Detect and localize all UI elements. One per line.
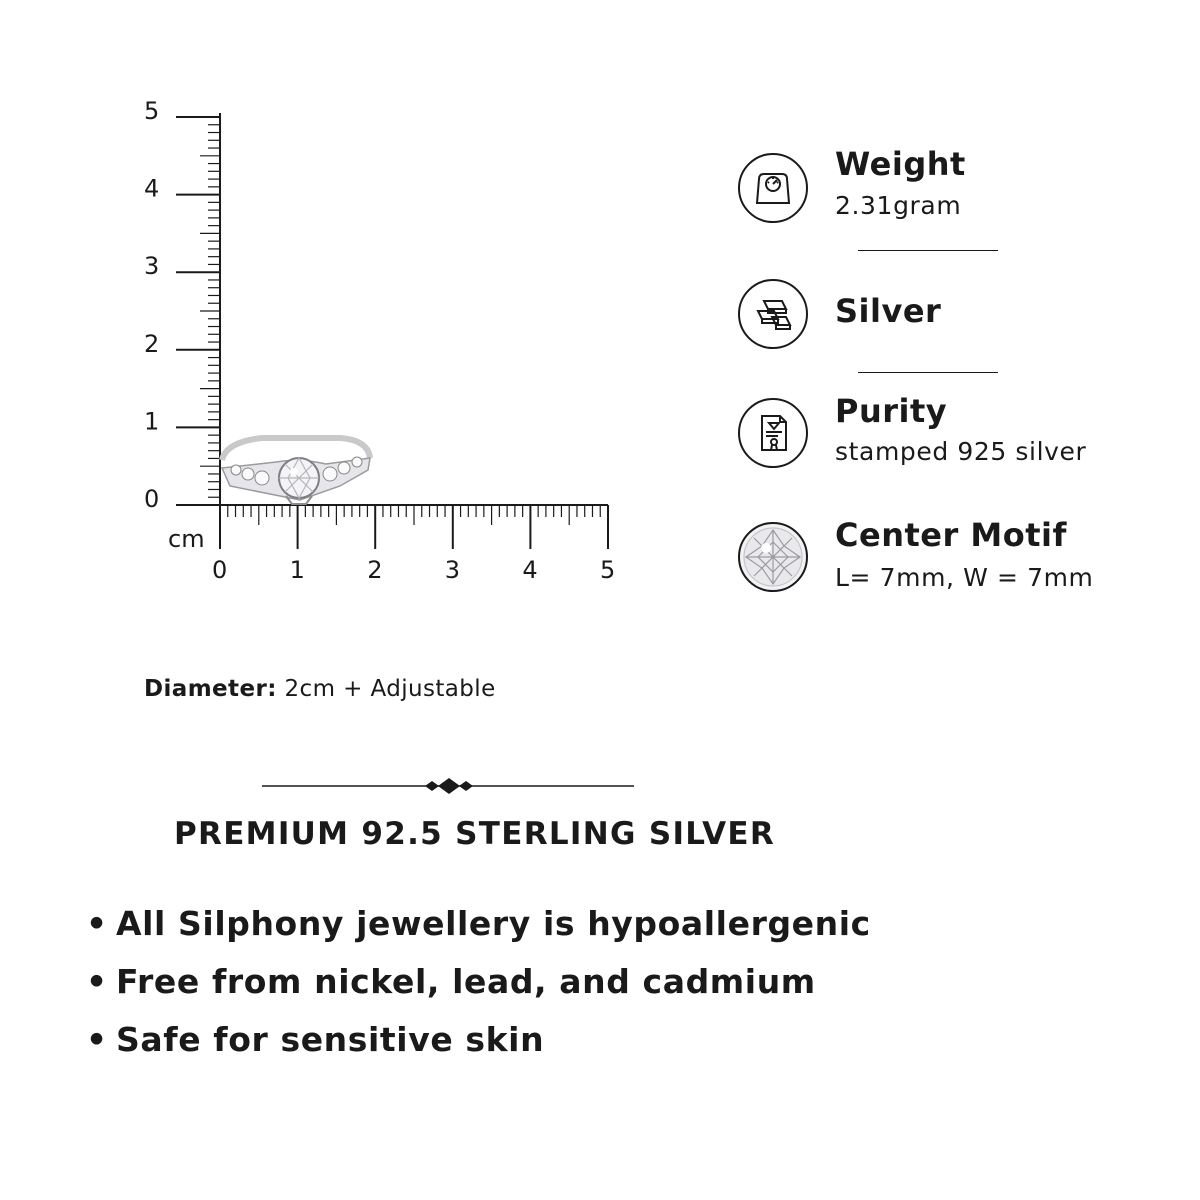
weighing-scale-icon [738, 153, 808, 223]
spec-title: Purity [835, 392, 948, 430]
ruler-y-tick-label: 0 [144, 485, 160, 513]
premium-heading: PREMIUM 92.5 STERLING SILVER [174, 816, 776, 852]
silver-bars-icon [738, 279, 808, 349]
spec-center-motif [738, 516, 1178, 602]
benefit-text: All Silphony jewellery is hypoallergenic [116, 904, 871, 943]
spec-silver [738, 279, 1178, 359]
ruler-y-tick-label: 1 [144, 407, 160, 436]
diameter-info [144, 676, 496, 702]
ruler-x-tick-label: 3 [444, 556, 461, 584]
benefit-text: Safe for sensitive skin [116, 1020, 545, 1059]
ruler-x-tick-label: 4 [522, 556, 538, 584]
list-item [86, 900, 871, 958]
ring-image [222, 438, 370, 504]
ruler-x-tick-label: 5 [600, 556, 616, 584]
diameter-label: Diameter: [144, 676, 277, 702]
ruler-x-tick-label: 1 [289, 556, 305, 584]
spec-title: Weight [835, 145, 966, 183]
spec-weight [738, 145, 1178, 233]
ruler-x-tick-label: 2 [367, 556, 383, 584]
spec-value: L= 7mm, W = 7mm [835, 563, 1094, 592]
spec-separator [858, 372, 998, 373]
ruler-unit-label: cm [168, 525, 205, 553]
bullet-icon: • [86, 1020, 108, 1059]
bullet-icon: • [86, 904, 108, 943]
ornament-divider [262, 772, 634, 800]
spec-value: stamped 925 silver [835, 437, 1087, 466]
spec-title: Center Motif [835, 516, 1067, 554]
list-item [86, 1016, 871, 1074]
diameter-value: 2cm + Adjustable [276, 676, 496, 702]
spec-separator [858, 250, 998, 251]
spec-value: 2.31gram [835, 191, 962, 220]
bullet-icon: • [86, 962, 108, 1001]
benefit-text: Free from nickel, lead, and cadmium [116, 962, 816, 1001]
ruler-y-tick-label: 3 [144, 252, 160, 281]
ruler-x-tick-label: 0 [212, 556, 228, 584]
certificate-icon [738, 398, 808, 468]
spec-purity [738, 392, 1178, 478]
list-item [86, 958, 871, 1016]
benefits-list [86, 900, 871, 1074]
spec-title: Silver [835, 292, 942, 330]
ruler-y-tick-label: 5 [144, 97, 160, 125]
ruler-y-tick-label: 4 [144, 174, 160, 203]
ruler-y-tick-label: 2 [144, 329, 160, 358]
gemstone-icon [738, 522, 808, 592]
